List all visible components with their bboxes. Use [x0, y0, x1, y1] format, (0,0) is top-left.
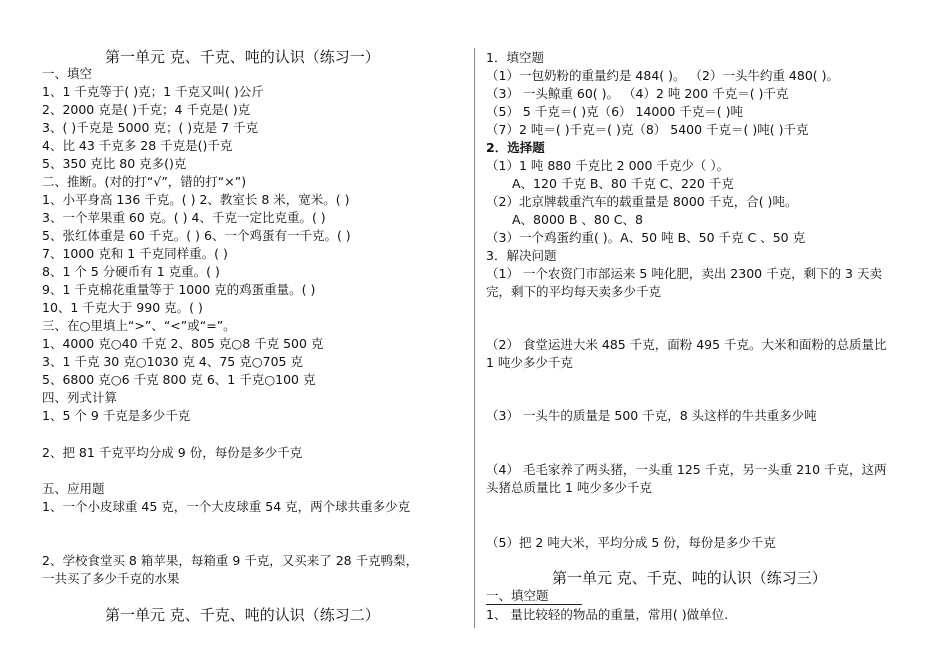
section-heading: 3．解决问题 — [486, 248, 557, 263]
section-heading: 三、在○里填上“>”、“<”或“=”。 — [42, 318, 236, 333]
question-line: 2、学校食堂买 8 箱苹果，每箱重 9 千克，又买来了 28 千克鸭梨， — [42, 553, 419, 568]
exercise-1-title: 第一单元 克、千克、吨的认识（练习一） — [105, 48, 380, 66]
question-line: 3、( )千克是 5000 克；( )克是 7 千克 — [42, 120, 259, 135]
section-heading: 一、填空题 — [486, 588, 582, 605]
question-line: 1、4000 克○40 千克 2、805 克○8 千克 500 克 — [42, 336, 324, 351]
question-line: 1、1 千克等于( )克；1 千克又叫( )公斤 — [42, 84, 264, 99]
question-line: （2） 食堂运进大米 485 千克，面粉 495 千克。大米和面粉的总质量比 — [486, 337, 887, 352]
section-heading: 2．选择题 — [486, 140, 545, 155]
question-line: （4） 毛毛家养了两头猪，一头重 125 千克，另一头重 210 千克，这两 — [486, 462, 887, 477]
question-line: 8、1 个 5 分硬币有 1 克重。( ) — [42, 264, 220, 279]
question-line: 9、1 千克棉花重量等于 1000 克的鸡蛋重量。( ) — [42, 282, 316, 297]
exercise-2-title: 第一单元 克、千克、吨的认识（练习二） — [105, 606, 380, 624]
question-line: 头猪总质量比 1 吨少多少千克 — [486, 480, 652, 495]
question-line: （3） 一头鲸重 60( )。 （4）2 吨 200 千克＝( )千克 — [486, 86, 789, 101]
answer-options: A、8000 B 、80 C、8 — [512, 212, 643, 227]
question-line: 5、张红体重是 60 千克。( ) 6、一个鸡蛋有一千克。( ) — [42, 228, 351, 243]
question-line: 5、6800 克○6 千克 800 克 6、1 千克○100 克 — [42, 372, 316, 387]
question-line: 7、1000 克和 1 千克同样重。( ) — [42, 246, 228, 261]
question-line: （5） 5 千克＝( )克（6） 14000 千克＝( )吨 — [486, 104, 743, 119]
section-heading: 一、填空 — [42, 66, 93, 81]
question-line: （2）北京牌载重汽车的载重量是 8000 千克，合( )吨。 — [486, 194, 798, 209]
question-line: 1、 量比较轻的物品的重量，常用( )做单位. — [486, 607, 729, 622]
question-line: 1、一个小皮球重 45 克，一个大皮球重 54 克，两个球共重多少克 — [42, 499, 411, 514]
question-line: 1 吨少多少千克 — [486, 355, 573, 370]
question-line: 5、350 克比 80 克多()克 — [42, 156, 187, 171]
question-line: （1） 一个农资门市部运来 5 吨化肥，卖出 2300 千克，剩下的 3 天卖 — [486, 266, 882, 281]
question-line: （1）1 吨 880 千克比 2 000 千克少（ ）。 — [486, 158, 730, 173]
question-line: （3） 一头牛的质量是 500 千克，8 头这样的牛共重多少吨 — [486, 408, 817, 423]
section-heading: 1．填空题 — [486, 50, 544, 65]
question-line: 1、小平身高 136 千克。( ) 2、教室长 8 米，宽米。( ) — [42, 192, 350, 207]
question-line: 完，剩下的平均每天卖多少千克 — [486, 284, 662, 299]
question-line: 2、把 81 千克平均分成 9 份，每份是多少千克 — [42, 445, 303, 460]
question-line: 1、5 个 9 千克是多少千克 — [42, 408, 191, 423]
question-line: （3）一个鸡蛋约重( )。A、50 吨 B、50 千克 C 、50 克 — [486, 230, 806, 245]
exercise-3-title: 第一单元 克、千克、吨的认识（练习三） — [552, 569, 827, 587]
column-divider — [474, 48, 475, 628]
question-line: （7）2 吨＝( )千克＝( )克（8） 5400 千克＝( )吨( )千克 — [486, 122, 809, 137]
section-heading: 五、应用题 — [42, 481, 105, 496]
question-line: （1）一包奶粉的重量约是 484( )。 （2）一头牛约重 480( )。 — [486, 68, 839, 83]
answer-options: A、120 千克 B、80 千克 C、220 千克 — [512, 176, 734, 191]
question-line: 一共买了多少千克的水果 — [42, 571, 180, 586]
question-line: 3、一个苹果重 60 克。( ) 4、千克一定比克重。( ) — [42, 210, 326, 225]
question-line: （5）把 2 吨大米，平均分成 5 份，每份是多少千克 — [486, 535, 776, 550]
question-line: 4、比 43 千克多 28 千克是()千克 — [42, 138, 233, 153]
section-heading: 四、列式计算 — [42, 390, 118, 405]
section-heading: 二、推断。(对的打“√”，错的打“×”) — [42, 174, 247, 189]
question-line: 10、1 千克大于 990 克。( ) — [42, 300, 203, 315]
question-line: 2、2000 克是( )千克；4 千克是( )克 — [42, 102, 251, 117]
question-line: 3、1 千克 30 克○1030 克 4、75 克○705 克 — [42, 354, 303, 369]
